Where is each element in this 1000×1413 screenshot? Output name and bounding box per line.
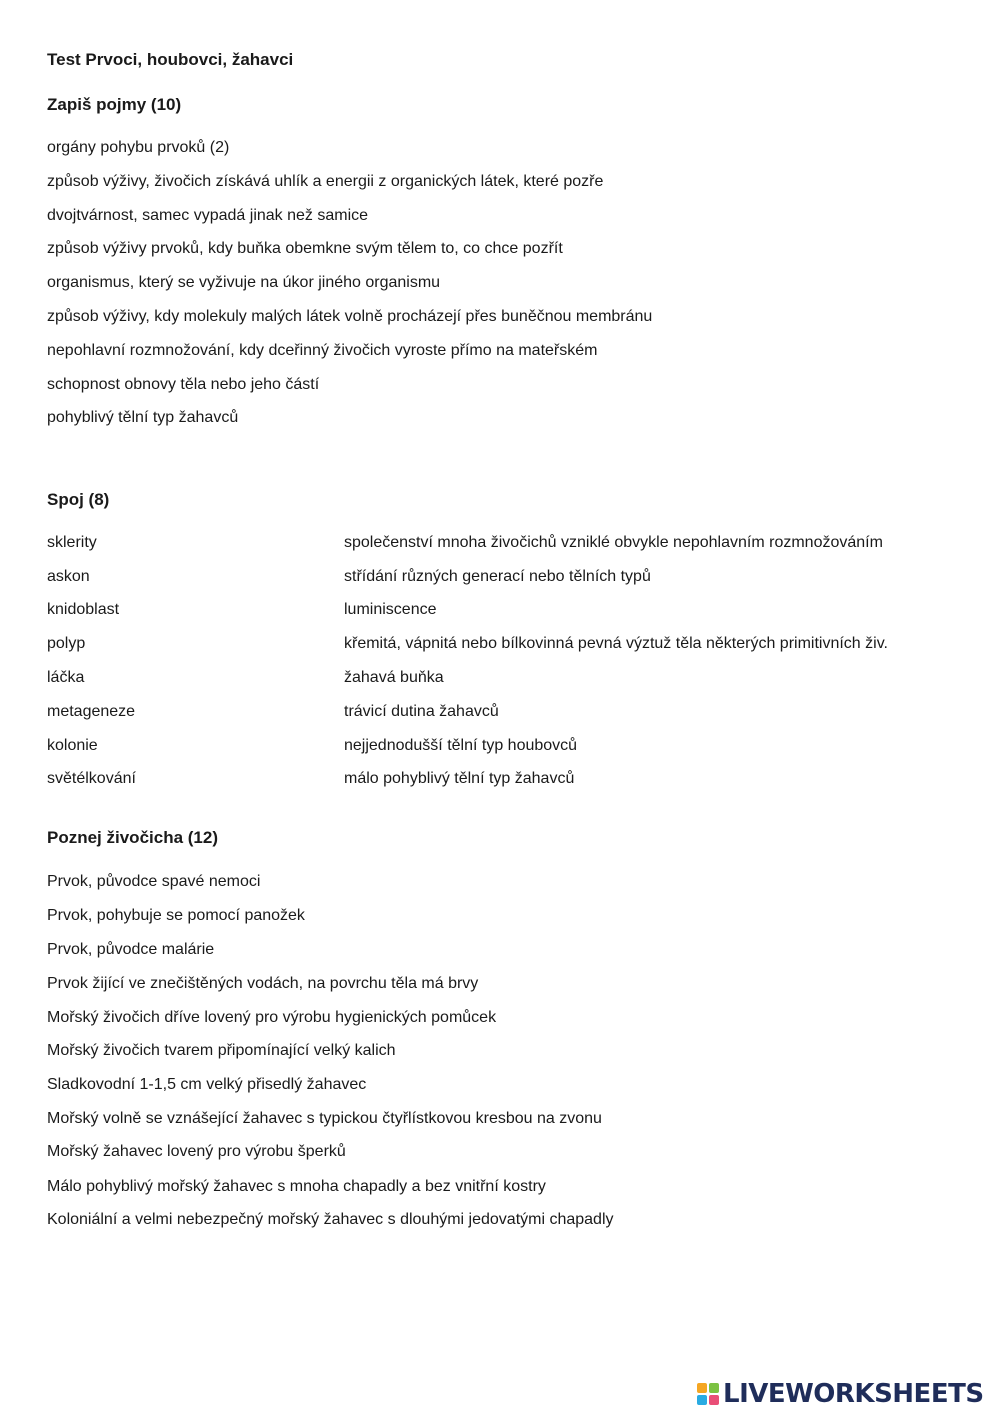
animal-item: Prvok, původce malárie — [47, 941, 215, 958]
section-heading-zapis-pojmy: Zapiš pojmy (10) — [47, 95, 182, 114]
match-right-item: společenství mnoha živočichů vzniklé obvykle nepohlavním rozmnožováním — [344, 534, 883, 551]
section-heading-spoj: Spoj (8) — [47, 490, 110, 509]
animal-item: Prvok žijící ve znečištěných vodách, na povrchu těla má brvy — [47, 975, 479, 992]
logo-mark-square — [697, 1395, 707, 1405]
logo-mark-icon — [697, 1383, 719, 1405]
logo-text: LIVEWORKSHEETS — [723, 1379, 984, 1409]
section-heading-poznej-zivocicha: Poznej živočicha (12) — [47, 828, 218, 847]
match-right-item: střídání různých generací nebo tělních typů — [344, 568, 651, 585]
animal-item: Prvok, pohybuje se pomocí panožek — [47, 907, 305, 924]
logo-mark-square — [709, 1383, 719, 1393]
match-left-item: láčka — [47, 669, 85, 686]
animal-item: Mořský živočich dříve lovený pro výrobu hygienických pomůcek — [47, 1009, 497, 1026]
term-item: způsob výživy, kdy molekuly malých látek volně procházejí přes buněčnou membránu — [47, 308, 653, 325]
match-right-item: žahavá buňka — [344, 669, 444, 686]
match-left-item: kolonie — [47, 737, 98, 754]
match-right-item: málo pohyblivý tělní typ žahavců — [344, 770, 575, 787]
match-right-item: křemitá, vápnitá nebo bílkovinná pevná výztuž těla některých primitivních živ. — [344, 635, 888, 652]
match-left-item: askon — [47, 568, 90, 585]
term-item: způsob výživy, živočich získává uhlík a energii z organických látek, které pozře — [47, 173, 604, 190]
term-item: nepohlavní rozmnožování, kdy dceřinný živočich vyroste přímo na mateřském — [47, 342, 598, 359]
animal-item: Sladkovodní 1-1,5 cm velký přisedlý žahavec — [47, 1076, 367, 1093]
logo-mark-square — [709, 1395, 719, 1405]
term-item: dvojtvárnost, samec vypadá jinak než samice — [47, 207, 369, 224]
animal-item: Mořský živočich tvarem připomínající velký kalich — [47, 1042, 396, 1059]
animal-item: Koloniální a velmi nebezpečný mořský žahavec s dlouhými jedovatými chapadly — [47, 1211, 614, 1228]
term-item: pohyblivý tělní typ žahavců — [47, 409, 239, 426]
logo-mark-square — [697, 1383, 707, 1393]
term-item: způsob výživy prvoků, kdy buňka obemkne svým tělem to, co chce pozřít — [47, 240, 563, 257]
animal-item: Mořský volně se vznášející žahavec s typickou čtyřlístkovou kresbou na zvonu — [47, 1110, 602, 1127]
animal-item: Málo pohyblivý mořský žahavec s mnoha chapadly a bez vnitřní kostry — [47, 1178, 546, 1195]
liveworksheets-logo[interactable] — [697, 1378, 984, 1410]
match-right-item: luminiscence — [344, 601, 437, 618]
match-left-item: metageneze — [47, 703, 136, 720]
page-title: Test Prvoci, houbovci, žahavci — [47, 50, 294, 69]
match-left-item: světélkování — [47, 770, 136, 787]
match-right-item: trávicí dutina žahavců — [344, 703, 499, 720]
match-left-item: knidoblast — [47, 601, 120, 618]
term-item: orgány pohybu prvoků (2) — [47, 139, 230, 156]
match-left-item: polyp — [47, 635, 86, 652]
match-left-item: sklerity — [47, 534, 97, 551]
term-item: organismus, který se vyživuje na úkor jiného organismu — [47, 274, 441, 291]
match-right-item: nejjednodušší tělní typ houbovců — [344, 737, 578, 754]
animal-item: Prvok, původce spavé nemoci — [47, 873, 261, 890]
animal-item: Mořský žahavec lovený pro výrobu šperků — [47, 1143, 346, 1160]
term-item: schopnost obnovy těla nebo jeho částí — [47, 376, 320, 393]
